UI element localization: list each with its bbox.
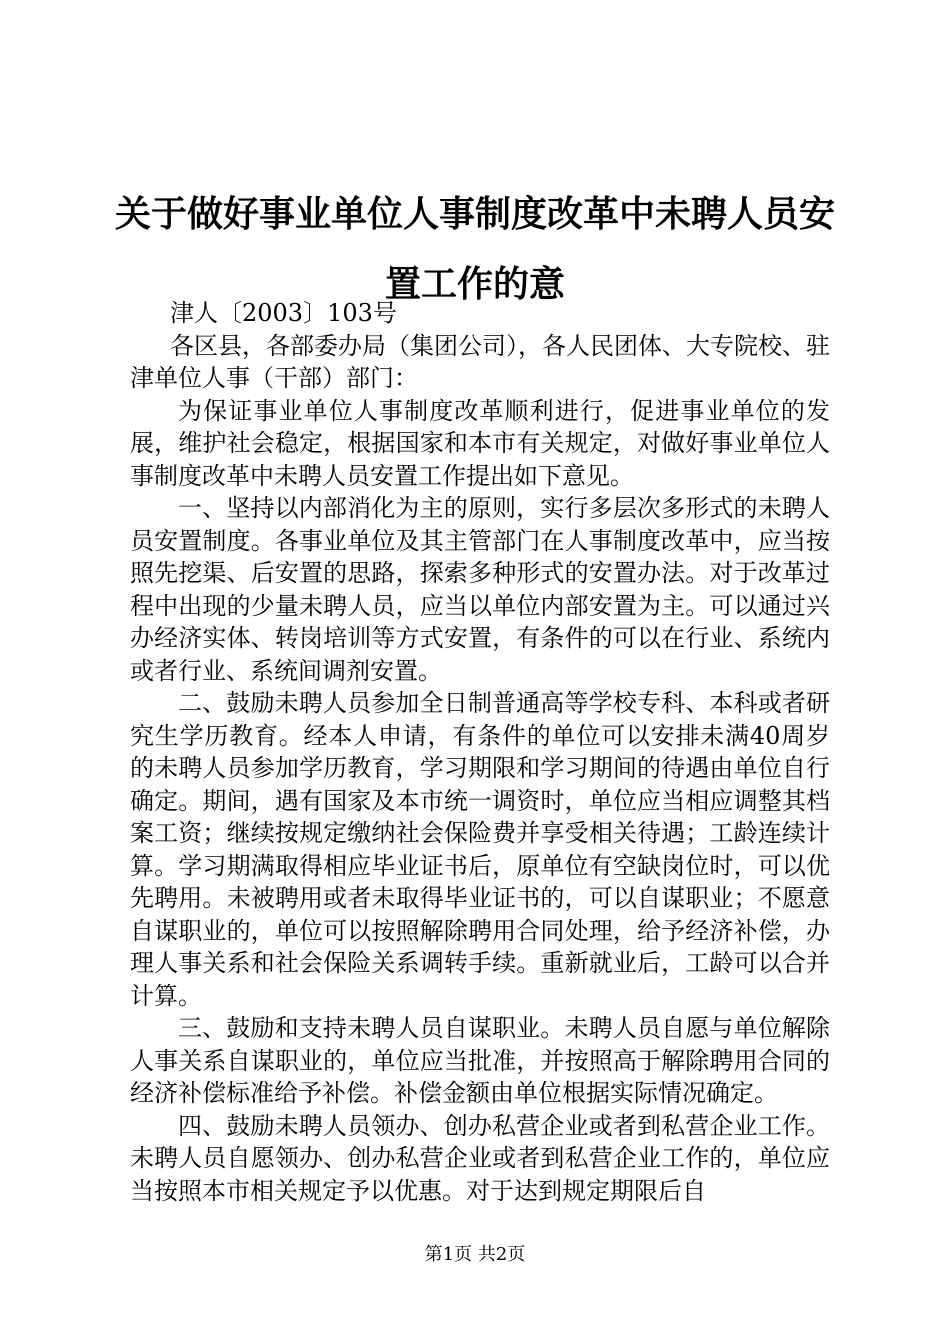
document-body bbox=[130, 297, 830, 1207]
page-footer bbox=[0, 1243, 950, 1267]
addressee: 各区县，各部委办局（集团公司），各人民团体、大专院校、驻津单位人事（干部）部门： bbox=[130, 331, 830, 392]
title-line-2: 置工作的意 bbox=[384, 264, 565, 305]
page-indicator: 第1页 共2页 bbox=[424, 1244, 526, 1265]
paragraph-section-1: 一、坚持以内部消化为主的原则，实行多层次多形式的未聘人员安置制度。各事业单位及其主管部门在人事制度改革中，应当按照先挖渠、后安置的思路，探索多种形式的安置办法。对于改革过程中出现的少量未聘人员，应当以单位内部安置为主。可以通过兴办经济实体、转岗培训等方式安置，有条件的可以在行业、系统内或者行业、系统间调剂安置。 bbox=[130, 494, 830, 685]
paragraph-section-4: 四、鼓励未聘人员领办、创办私营企业或者到私营企业工作。未聘人员自愿领办、创办私营企业或者到私营企业工作的，单位应当按照本市相关规定予以优惠。对于达到规定期限后自 bbox=[130, 1111, 830, 1205]
doc-number: 津人〔2003〕103号 bbox=[170, 299, 397, 327]
paragraph-intro: 为保证事业单位人事制度改革顺利进行，促进事业单位的发展，维护社会稳定，根据国家和本市有关规定，对做好事业单位人事制度改革中未聘人员安置工作提出如下意见。 bbox=[130, 396, 830, 490]
paragraph-section-2: 二、鼓励未聘人员参加全日制普通高等学校专科、本科或者研究生学历教育。经本人申请，有条件的单位可以安排未满40周岁的未聘人员参加学历教育，学习期限和学习期间的待遇由单位自行确定。期间，遇有国家及本市统一调资时，单位应当相应调整其档案工资；继续按规定缴纳社会保险费并享受相关待遇；工龄连续计算。学习期满取得相应毕业证书后，原单位有空缺岗位时，可以优先聘用。未被聘用或者未取得毕业证书的，可以自谋职业；不愿意自谋职业的，单位可以按照解除聘用合同处理，给予经济补偿，办理人事关系和社会保险关系调转手续。重新就业后，工龄可以合并计算。 bbox=[130, 689, 830, 1010]
title-line-1: 关于做好事业单位人事制度改革中未聘人员安 bbox=[114, 194, 835, 235]
paragraph-section-3: 三、鼓励和支持未聘人员自谋职业。未聘人员自愿与单位解除人事关系自谋职业的，单位应当批准，并按照高于解除聘用合同的经济补偿标准给予补偿。补偿金额由单位根据实际情况确定。 bbox=[130, 1014, 830, 1107]
